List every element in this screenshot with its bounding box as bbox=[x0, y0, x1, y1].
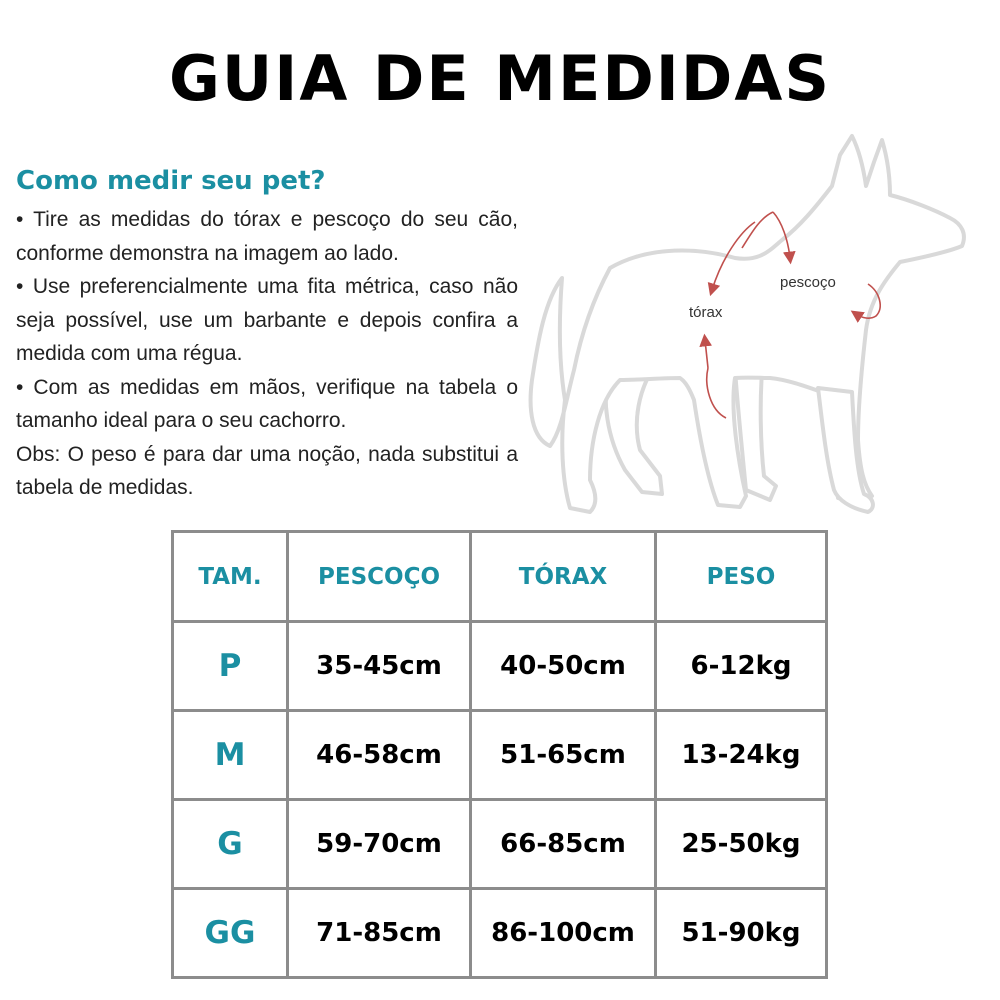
table-header-row bbox=[173, 532, 827, 622]
dog-front-leg-near bbox=[818, 388, 873, 512]
chest-cell: 51-65cm bbox=[471, 711, 656, 800]
weight-cell: 51-90kg bbox=[656, 889, 827, 978]
page-title: GUIA DE MEDIDAS bbox=[169, 42, 831, 115]
size-cell: G bbox=[173, 800, 288, 889]
chest-label: tórax bbox=[689, 304, 723, 321]
neck-arrow-back bbox=[742, 212, 773, 248]
table-row bbox=[173, 622, 827, 711]
chest-cell: 66-85cm bbox=[471, 800, 656, 889]
neck-cell: 71-85cm bbox=[288, 889, 471, 978]
neck-cell: 46-58cm bbox=[288, 711, 471, 800]
neck-cell: 35-45cm bbox=[288, 622, 471, 711]
size-cell: P bbox=[173, 622, 288, 711]
weight-cell: 25-50kg bbox=[656, 800, 827, 889]
table-row bbox=[173, 800, 827, 889]
size-table bbox=[171, 530, 828, 979]
table-row bbox=[173, 889, 827, 978]
weight-cell: 6-12kg bbox=[656, 622, 827, 711]
neck-label: pescoço bbox=[780, 274, 836, 291]
weight-cell: 13-24kg bbox=[656, 711, 827, 800]
header-weight: PESO bbox=[656, 532, 827, 622]
header-size: TAM. bbox=[173, 532, 288, 622]
dog-illustration bbox=[520, 125, 990, 525]
table-row bbox=[173, 711, 827, 800]
header-chest: TÓRAX bbox=[471, 532, 656, 622]
section-heading: Como medir seu pet? bbox=[16, 166, 326, 196]
neck-cell: 59-70cm bbox=[288, 800, 471, 889]
size-cell: GG bbox=[173, 889, 288, 978]
header-neck: PESCOÇO bbox=[288, 532, 471, 622]
instructions bbox=[16, 203, 518, 505]
instruction-paragraph: • Tire as medidas do tórax e pescoço do seu cão, conforme demonstra na imagem ao lado. bbox=[16, 208, 518, 265]
chest-cell: 86-100cm bbox=[471, 889, 656, 978]
instruction-paragraph: • Com as medidas em mãos, verifique na tabela o tamanho ideal para o seu cachorro. bbox=[16, 375, 518, 432]
chest-cell: 40-50cm bbox=[471, 622, 656, 711]
instruction-paragraph: • Use preferencialmente uma fita métrica, caso não seja possível, use um barbante e depois confira a medida com uma régua. bbox=[16, 275, 518, 365]
size-cell: M bbox=[173, 711, 288, 800]
instruction-paragraph: Obs: O peso é para dar uma noção, nada substitui a tabela de medidas. bbox=[16, 442, 518, 499]
